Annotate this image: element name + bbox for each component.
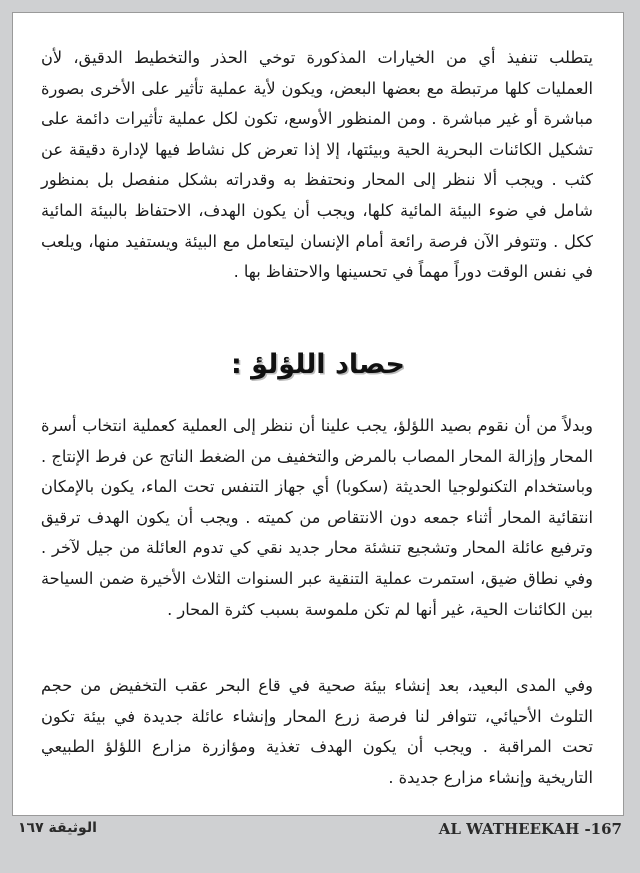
document-page (12, 12, 624, 816)
footer-journal-arabic: الوثيقة ١٦٧ (18, 820, 97, 836)
body-paragraph-3: وفي المدى البعيد، بعد إنشاء بيئة صحية في قاع البحر عقب التخفيض من حجم التلوث الأحيائي، تتوافر لنا فرصة زرع المحار وإنشاء عائلة جديدة في بيئة تكون تحت المراقبة . ويجب أن يكون الهدف تغذية ومؤازرة مزارع اللؤلؤ الطبيعي التاريخية وإنشاء مزارع جديدة . (41, 676, 593, 787)
body-paragraph-1: يتطلب تنفيذ أي من الخيارات المذكورة توخي الحذر والتخطيط الدقيق، لأن العمليات كلها مرتبطة مع بعضها البعض، ويكون لأية عملية تأثير على الأخرى بصورة مباشرة أو غير مباشرة . ومن المنظور الأوسع، تكون لكل عملية تأثيرات دائمة على تشكيل الكائنات البحرية الحية وبيئتها، إلا إذا تعرض كل نشاط فيها لإدارة دقيقة عن كثب . ويجب ألا ننظر إلى المحار ونحتفظ به وقدراته بشكل منفصل بل بمنظور شامل في ضوء البيئة المائية كلها، ويجب أن يكون الهدف، الاحتفاظ بالبيئة المائية ككل . وتتوفر الآن فرصة رائعة أمام الإنسان ليتعامل مع البيئة ويستفيد منها، ويلعب في نفس الوقت دوراً مهماً في تحسينها والاحتفاظ بها . (41, 48, 593, 282)
section-heading-pearl-harvest: حصاد اللؤلؤ : (230, 349, 406, 380)
footer-journal-english: AL WATHEEKAH -167 (438, 820, 622, 838)
page-footer (18, 820, 622, 844)
body-paragraph-2: وبدلاً من أن نقوم بصيد اللؤلؤ، يجب علينا أن ننظر إلى العملية كعملية انتخاب أسرة المحار وإزالة المحار المصاب بالمرض والتخفيف من الضغط الناتج عن فرط الإنتاج . وباستخدام التكنولوجيا الحديثة (سكوبا) أي جهاز التنفس تحت الماء، يكون بالإمكان انتقائية المحار أثناء جمعه دون الانتقاص من كميته . ويجب أن يكون الهدف ترقيق وترفيع عائلة المحار وتشجيع تنشئة محار جديد نقي كي تدوم العائلة من جيل لآخر . وفي نطاق ضيق، استمرت عملية التنقية عبر السنوات الثلاث الأخيرة ضمن السياحة بين الكائنات الحية، غير أنها لم تكن ملموسة بسبب كثرة المحار . (41, 416, 593, 619)
